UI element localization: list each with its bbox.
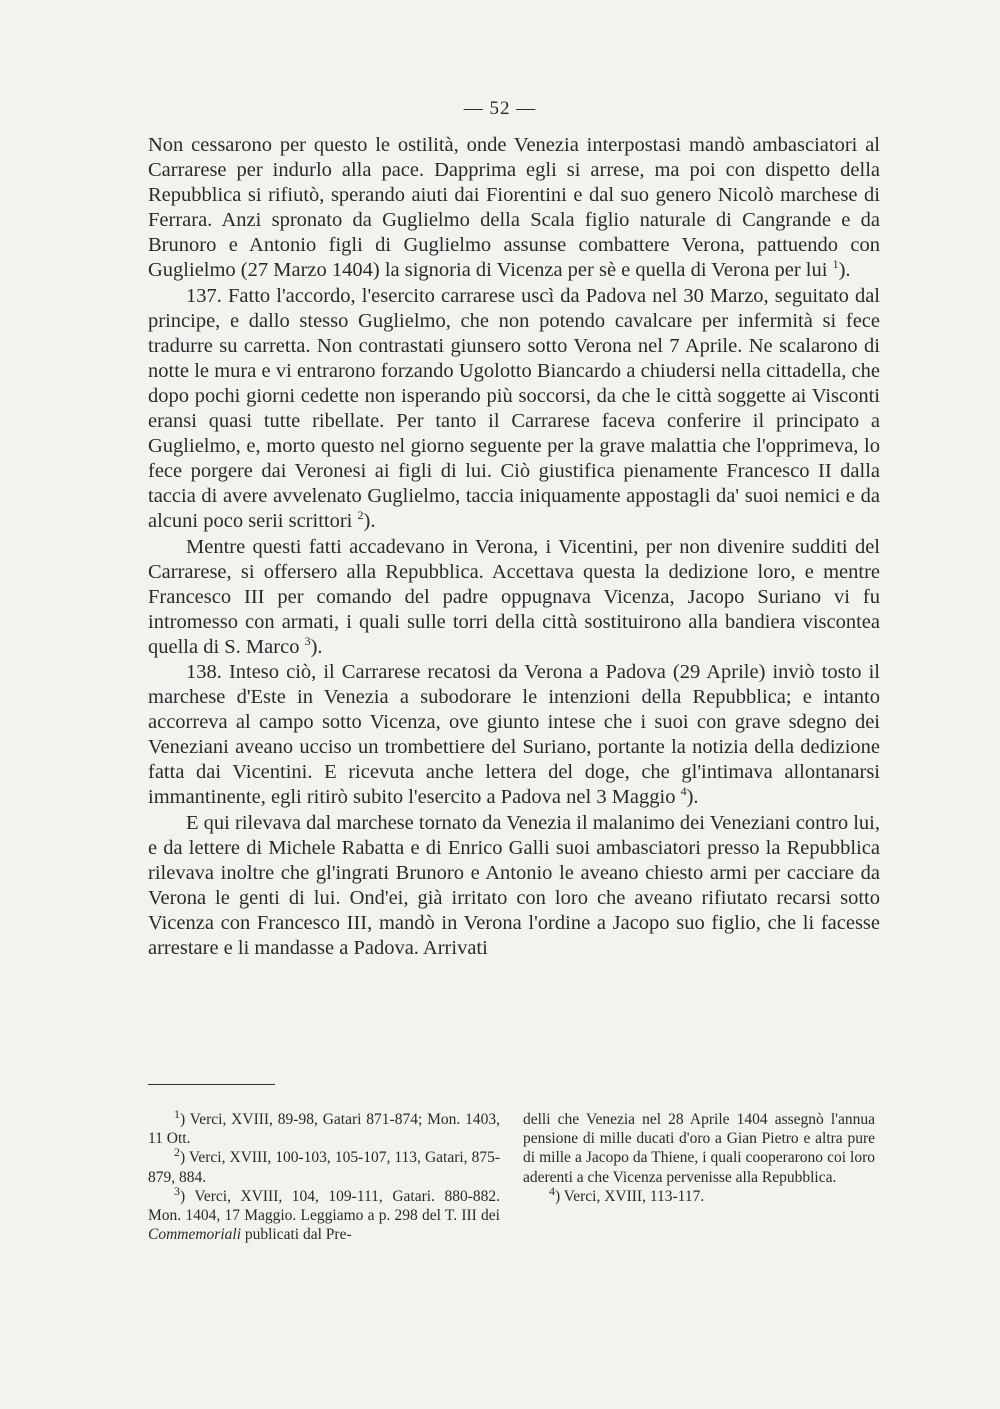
footnote-text: Verci, XVIII, 89-98, Gatari 871-874; Mon. 1403, 11 Ott. (148, 1111, 500, 1148)
paragraph-text: ). (838, 259, 851, 282)
footnote-reference: 2 (357, 508, 364, 523)
paragraph-text: 137. Fatto l'accordo, l'esercito carrarese uscì da Padova nel 30 Marzo, seguitato dal principe, e dallo stesso Guglielmo, che non potendo cavalcare per infermità si fece tradurre su carretta. Non contrastati giunsero sotto Verona nel 7 Aprile. Ne scalarono di notte le mura e vi entrarono forzando Ugolotto Biancardo a chiudersi nella cittadella, che dopo pochi giorni cedette non isperando più soccorsi, da che le città soggette ai Visconti eransi quasi tutte ribellate. Per tanto il Carrarese faceva conferire il principato a Guglielmo, e, morto questo nel giorno seguente per la grave malattia che l'opprimeva, lo fece porgere dai Veronesi ai figli di lui. Ciò giustifica pienamente Francesco II dalla taccia di avere avvelenato Guglielmo, taccia iniquamente appostagli da' suoi nemici e da alcuni poco serii scrittori (148, 284, 880, 533)
paragraph (148, 660, 880, 811)
paragraph (148, 811, 880, 962)
paragraph-text: ). (363, 510, 376, 533)
footnote-text: Verci, XVIII, 104, 109-111, Gatari. 880-882. Mon. 1404, 17 Maggio. Leggiamo a p. 298 del T. III dei (148, 1187, 500, 1225)
footnote-reference: 4 (680, 784, 687, 799)
footnote-marker: 2 (174, 1145, 180, 1160)
footnote-reference: 3 (304, 634, 311, 649)
paragraph-text: ). (686, 786, 699, 809)
paragraph-text: 138. Inteso ciò, il Carrarese recatosi da Verona a Padova (29 Aprile) inviò tosto il marchese d'Este in Venezia a subodorare le intenzioni della Repubblica; e intanto accorreva al campo sotto Vicenza, ove giunto intese che i suoi con grave sdegno dei Veneziani aveano ucciso un trombettiere del Suriano, portante la notizia della dedizione fatta dai Vicentini. E ricevuta anche lettera del doge, che gl'intimava allontanarsi immantinente, egli ritirò subito l'esercito a Padova nel 3 Maggio (148, 660, 880, 809)
footnote-divider (148, 1084, 275, 1085)
footnotes-right-column (523, 1110, 875, 1206)
footnote: $^1$) Verci, XVIII, 89-98, Gatari 871-874; Mon. 1403, 11 Ott. (148, 1106, 500, 1148)
footnote-continuation: delli che Venezia nel 28 Aprile 1404 assegnò l'annua pensione di mille ducati d'oro a Gian Pietro e altra pure di mille a Jacopo da Thiene, i quali cooperarono coi loro aderenti a che Vicenza pervenisse alla Repubblica. (523, 1111, 875, 1186)
footnote-text: Verci, XVIII, 100-103, 105-107, 113, Gatari, 875-879, 884. (148, 1149, 500, 1186)
footnote-marker: 4 (549, 1183, 555, 1198)
footnote: $^4$) Verci, XVIII, 113-117. (549, 1183, 705, 1205)
footnote-marker: 1 (174, 1106, 180, 1121)
footnote-italic-title: Commemoriali (148, 1226, 241, 1244)
footnote-reference: 1 (832, 257, 839, 272)
footnotes-left-column (148, 1106, 500, 1244)
footnote-text: Verci, XVIII, 113-117. (563, 1187, 705, 1205)
paragraph-text: Non cessarono per questo le ostilità, onde Venezia interpostasi mandò ambasciatori al Carrarese per indurlo alla pace. Dapprima egli si arrese, ma poi con dispetto della Repubblica si rifiutò, sperando aiuti dai Fiorentini e dal suo genero Nicolò marchese di Ferrara. Anzi spronato da Guglielmo della Scala figlio naturale di Cangrande e da Brunoro e Antonio figli di Guglielmo assunse combattere Verona, pattuendo con Guglielmo (27 Marzo 1404) la signoria di Vicenza per sè e quella di Verona per lui (148, 134, 880, 282)
paragraph (148, 284, 880, 535)
paragraph-text: ). (310, 635, 323, 658)
footnote-marker: 3 (174, 1183, 180, 1198)
paragraph (148, 133, 880, 284)
footnote: $^3$) Verci, XVIII, 104, 109-111, Gatari. 880-882. Mon. 1404, 17 Maggio. Leggiamo a p. 298 del T. III dei Commemoriali publicati dal Pre- (148, 1183, 500, 1244)
page-number: — 52 — (463, 98, 537, 119)
paragraph-text: E qui rilevava dal marchese tornato da Venezia il malanimo dei Veneziani contro lui, e da lettere di Michele Rabatta e di Enrico Galli suoi ambasciatori presso la Repubblica rilevava inoltre che gl'ingrati Brunoro e Antonio le aveano chiesto armi per cacciare da Verona le genti di lui. Ond'ei, già irritato con loro che aveano rifiutato recarsi sotto Vicenza con Francesco III, mandò in Verona l'ordine a Jacopo suo figlio, che li facesse arrestare e li mandasse a Padova. Arrivati (148, 811, 880, 959)
footnote-text: publicati dal Pre- (241, 1226, 352, 1244)
paragraph-text: Mentre questi fatti accadevano in Verona, i Vicentini, per non divenire sudditi del Carrarese, si offersero alla Repubblica. Accettava questa la dedizione loro, e mentre Francesco III per comando del padre oppugnava Vicenza, Jacopo Suriano vi fu intromesso con armati, i quali sulle torri della città sostituirono alla bandiera viscontea quella di S. Marco (148, 535, 880, 658)
main-text (148, 133, 880, 961)
paragraph (148, 535, 880, 660)
footnote: $^2$) Verci, XVIII, 100-103, 105-107, 113, Gatari, 875-879, 884. (148, 1145, 500, 1186)
